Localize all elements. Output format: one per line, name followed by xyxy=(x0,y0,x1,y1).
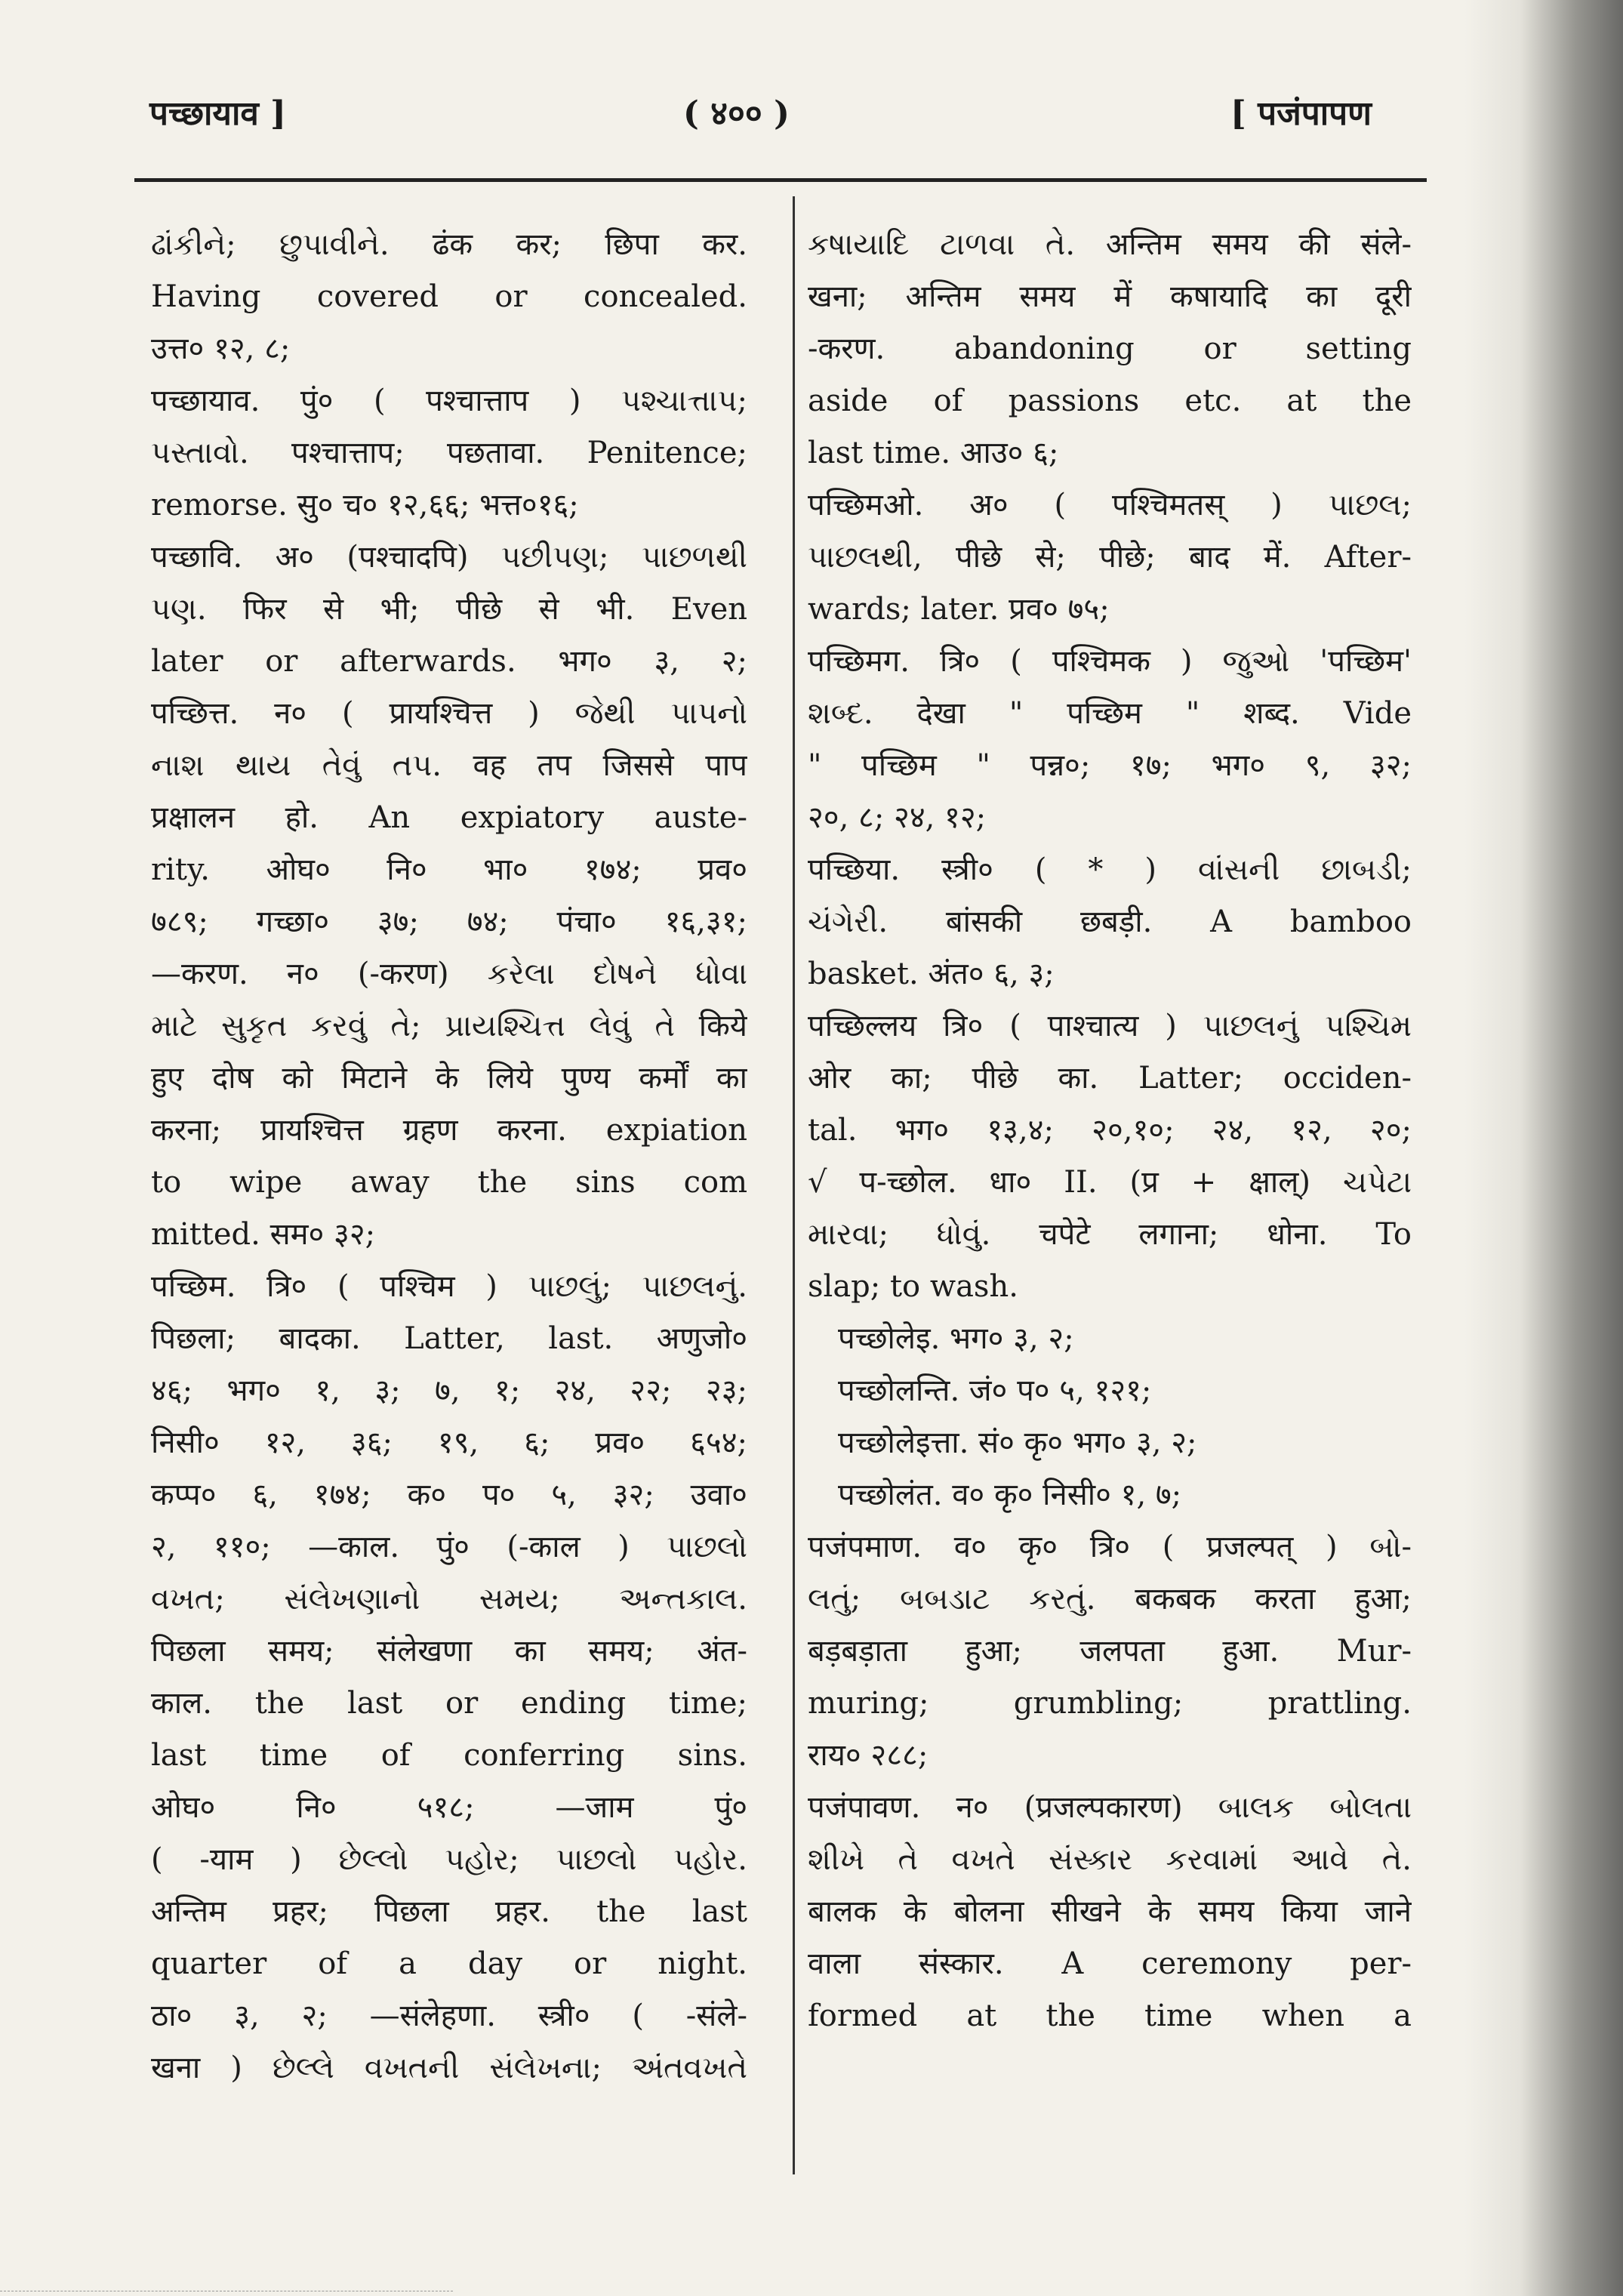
entry-headword-line: पजंपावण. न० (प्रजल्पकारण) બાલક બોલતા xyxy=(808,1790,1412,1825)
scan-bottom-edge xyxy=(0,2291,453,2296)
text-line: अन्तिम प्रहर; पिछला प्रहर. the last xyxy=(151,1894,747,1929)
text-line: ओघ० नि० ५१८; —जाम पुं० xyxy=(151,1790,747,1825)
text-line: Having covered or concealed. xyxy=(151,279,747,314)
text-line: ४६; भग० १, ३; ७, १; २४, २२; २३; xyxy=(151,1373,747,1408)
verb-form-line: पच्छोलेइ. भग० ३, २; xyxy=(838,1321,1074,1356)
text-line: -करण. abandoning or setting xyxy=(808,331,1412,366)
text-line: ७८९; गच्छा० ३७; ७४; पंचा० १६,३१; xyxy=(151,905,747,939)
text-line: basket. अंत० ६, ३; xyxy=(808,957,1055,991)
text-line: करना; प्रायश्चित्त ग्रहण करना. expiation xyxy=(151,1113,747,1148)
text-line: last time. आउ० ६; xyxy=(808,436,1059,470)
subentry-line: —करण. न० (-करण) કરેલા દોષને ધોવા xyxy=(151,957,747,991)
text-line: પણ. फिर से भी; पीछे से भी. Even xyxy=(151,592,747,627)
text-line: खना ) છેલ્લે વખતની સંલેખના; અંતવખતે xyxy=(151,2051,747,2085)
text-line: formed at the time when a xyxy=(808,1999,1412,2033)
text-line: २, ११०; —काल. पुं० (-काल ) પાછલો xyxy=(151,1530,747,1564)
text-line: ઢાંકીને; છુપાવીને. ढंक कर; छिपा कर. xyxy=(151,227,747,262)
text-line: વખત; સંલેખણાનો સમય; અન્તકાલ. xyxy=(151,1582,747,1616)
text-line: पिछला; बादका. Latter, last. अणुजो० xyxy=(151,1321,747,1356)
text-line: २०, ८; २४, १२; xyxy=(808,800,987,835)
entry-headword-line: पच्छित्त. न० ( प्रायश्चित्त ) જેથી પાપનો xyxy=(151,696,747,731)
running-head-right: [ पजंपापण xyxy=(1230,94,1372,133)
page-number: ( ४०० ) xyxy=(683,94,790,133)
text-line: ( -याम ) છેલ્લો પહોર; પાછલો પહોર. xyxy=(151,1842,747,1877)
entry-headword-line: पजंपमाण. व० कृ० त्रि० ( प्रजल्पत् ) બો- xyxy=(808,1530,1412,1564)
entry-headword-line: पच्छिया. स्त्री० ( * ) વાંસની છાબડી; xyxy=(808,852,1412,887)
text-line: ओर का; पीछे का. Latter; occiden- xyxy=(808,1061,1412,1096)
text-line: કષાયાદિ ટાળવા તે. अन्तिम समय की संले- xyxy=(808,227,1412,262)
text-line: લતું; બબડાટ કરતું. बकबक करता हुआ; xyxy=(808,1582,1412,1616)
text-line: muring; grumbling; prattling. xyxy=(808,1686,1412,1721)
text-line: slap; to wash. xyxy=(808,1269,1018,1304)
text-line: tal. भग० १३,४; २०,१०; २४, १२, २०; xyxy=(808,1113,1412,1148)
left-column xyxy=(151,219,747,2094)
page-edge-shadow xyxy=(1464,0,1623,2296)
text-line: later or afterwards. भग० ३, २; xyxy=(151,644,747,679)
text-line: कप्प० ६, १७४; क० प० ५, ३२; उवा० xyxy=(151,1478,747,1512)
entry-headword-line: √ प-च्छोल. धा० II. (प्र + क्षाल्) ચપેટા xyxy=(808,1165,1412,1200)
text-line: राय० २८८; xyxy=(808,1738,929,1773)
text-line: મારવા; ધોવું. चपेटे लगाना; धोना. To xyxy=(808,1217,1412,1252)
text-line: " पच्छिम " पन्न०; १७; भग० ९, ३२; xyxy=(808,748,1412,783)
entry-headword-line: पच्छिमओ. अ० ( पश्चिमतस् ) પાછલ; xyxy=(808,488,1412,522)
header-rule xyxy=(134,178,1427,182)
text-line: wards; later. प्रव० ७५; xyxy=(808,592,1110,627)
entry-headword-line: पच्छिल्लय त्रि० ( पाश्चात्य ) પાછલનું પશ્ચિમ xyxy=(808,1009,1412,1043)
text-line: to wipe away the sins com xyxy=(151,1165,747,1200)
entry-headword-line: पच्छिम. त्रि० ( पश्चिम ) પાછલું; પાછલનું. xyxy=(151,1269,747,1304)
text-line: खना; अन्तिम समय में कषायादि का दूरी xyxy=(808,279,1412,314)
text-line: उत्त० १२, ८; xyxy=(151,331,291,366)
text-line: rity. ओघ० नि० भा० १७४; प्रव० xyxy=(151,852,747,887)
text-line: निसी० १२, ३६; १९, ६; प्रव० ६५४; xyxy=(151,1425,747,1460)
text-line: हुए दोष को मिटाने के लिये पुण्य कर्मों का xyxy=(151,1061,747,1096)
text-line: बालक के बोलना सीखने के समय किया जाने xyxy=(808,1894,1412,1929)
text-line: प्रक्षालन हो. An expiatory auste- xyxy=(151,800,747,835)
text-line: quarter of a day or night. xyxy=(151,1946,747,1981)
text-line: बड़बड़ाता हुआ; जलपता हुआ. Mur- xyxy=(808,1634,1412,1669)
text-line: નાશ થાય તેવું તપ. वह तप जिससे पाप xyxy=(151,748,747,783)
verb-form-line: पच्छोलेइत्ता. सं० कृ० भग० ३, २; xyxy=(838,1425,1197,1460)
verb-form-line: पच्छोलंत. व० कृ० निसी० १, ७; xyxy=(838,1478,1182,1512)
text-line: ચંગેરી. बांसकी छबड़ी. A bamboo xyxy=(808,905,1412,939)
running-head-left: पच्छायाव ] xyxy=(149,94,286,133)
text-line: શબ્દ. देखा " पच्छिम " शब्द. Vide xyxy=(808,696,1412,731)
text-line: શીખે તે વખતે સંસ્કાર કરવામાં આવે તે. xyxy=(808,1842,1412,1877)
entry-headword-line: पच्छिमग. त्रि० ( पश्चिमक ) જુઓ 'पच्छिम' xyxy=(808,644,1412,679)
text-line: પાછલથી, पीछे से; पीछे; बाद में. After- xyxy=(808,540,1412,575)
verb-form-line: पच्छोलन्ति. जं० प० ५, १२१; xyxy=(838,1373,1152,1408)
text-line: last time of conferring sins. xyxy=(151,1738,747,1773)
text-line: માટે સુકૃત કરવું તે; પ્રાયશ્ચિત્ત લેવું તે किये xyxy=(151,1009,747,1043)
text-line: काल. the last or ending time; xyxy=(151,1686,747,1721)
entry-headword-line: पच्छावि. अ० (पश्चादपि) પછીપણ; પાછળથી xyxy=(151,540,747,575)
text-line: remorse. सु० च० १२,६६; भत्त०१६; xyxy=(151,488,579,522)
text-line: mitted. सम० ३२; xyxy=(151,1217,376,1252)
right-column xyxy=(808,219,1412,2042)
text-line: वाला संस्कार. A ceremony per- xyxy=(808,1946,1412,1981)
text-line: પસ્તાવો. पश्चात्ताप; पछतावा. Penitence; xyxy=(151,436,747,470)
entry-headword-line: पच्छायाव. पुं० ( पश्चात्ताप ) પશ્ચાત્તાપ; xyxy=(151,384,747,418)
column-divider xyxy=(793,196,795,2174)
text-line: पिछला समय; संलेखणा का समय; अंत- xyxy=(151,1634,747,1669)
text-line: aside of passions etc. at the xyxy=(808,384,1412,418)
text-line: ठा० ३, २; —संलेहणा. स्त्री० ( -संले- xyxy=(151,1999,747,2033)
